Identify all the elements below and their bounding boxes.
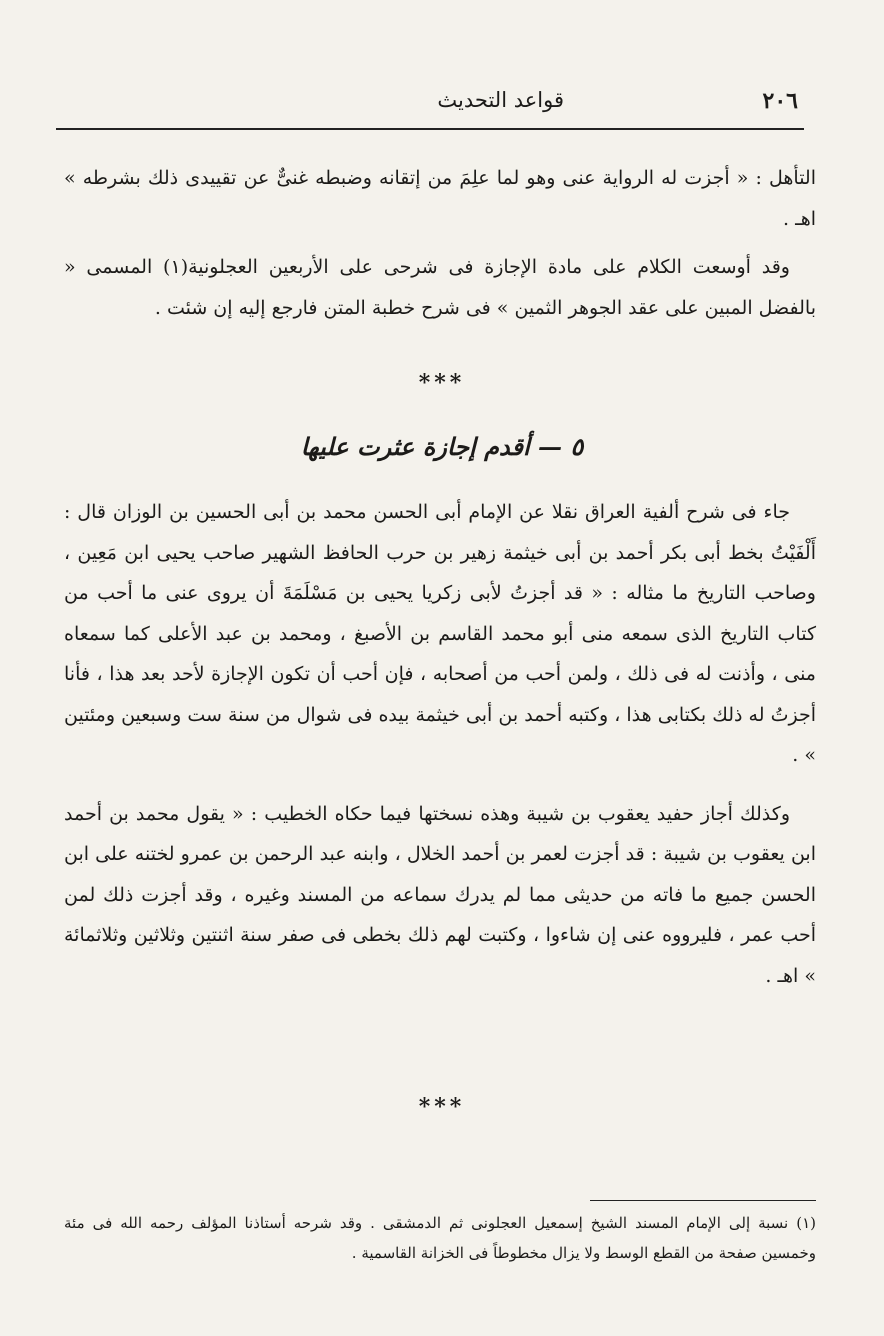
page-header	[56, 82, 804, 122]
paragraph-yaqub-ibn-shayba: وكذلك أجاز حفيد يعقوب بن شيبة وهذه نسختها فيما حكاه الخطيب : « يقول محمد بن أحمد ابن يعقوب بن شيبة : قد أجزت لعمر بن أحمد الخلال ، وابنه عبد الرحمن بن عمرو لختنه على ابن الحسن جميع ما فاته من حديثى مما لم يدرك سماعه من المسند وغيره ، وقد أجزت ذلك لمن أحب عمر ، فليرووه عنى إن شاءوا ، وكتبت لهم ذلك بخطى فى صفر سنة اثنتين وثلاثين وثلاثمائة » اهـ .	[64, 802, 816, 987]
footnote-rule	[590, 1200, 816, 1201]
paragraph-ibn-abi-khaythama: جاء فى شرح ألفية العراق نقلا عن الإمام أبى الحسن محمد بن أبى الحسين بن الوزان قال : أَلْفَيْتُ بخط أبى بكر أحمد بن أبى خيثمة زهير بن حرب الحافظ الشهير صاحب يحيى ابن مَعِين ، وصاحب التاريخ ما مثاله : « قد أجزتُ لأبى زكريا يحيى بن مَسْلَمَةَ أن يروى عنى ما أحب من كتاب التاريخ الذى سمعه منى أبو محمد القاسم بن الأصبغ ، ومحمد بن عبد الأعلى كما سمعاه منى ، وأذنت له فى ذلك ، ولمن أحب من أصحابه ، فإن أحب أن تكون الإجازة لأحد بعد هذا ، فأنا أجزتُ له ذلك بكتابى هذا ، وكتبه أحمد بن أبى خيثمة بيده فى شوال من سنة ست وسبعين ومئتين » .	[64, 501, 816, 766]
page-number: ٢٠٦	[762, 88, 798, 114]
section-separator: ***	[418, 370, 466, 396]
section-separator: ***	[418, 1094, 466, 1120]
top-text	[64, 158, 816, 328]
running-title: قواعد التحديث	[437, 88, 564, 112]
header-rule	[56, 128, 804, 130]
main-text	[64, 492, 816, 996]
paragraph-ijaza-note: وقد أوسعت الكلام على مادة الإجازة فى شرحى على الأربعين العجلونية(١) المسمى « بالفضل المبين على عقد الجوهر الثمين » فى شرح خطبة المتن فارجع إليه إن شئت .	[64, 256, 816, 319]
footnote-text: (١) نسبة إلى الإمام المسند الشيخ إسمعيل العجلونى ثم الدمشقى . وقد شرحه أستاذنا المؤلف رحمه الله فى مئة وخمسين صفحة من القطع الوسط ولا يزال مخطوطاً فى الخزانة القاسمية .	[64, 1214, 816, 1262]
paragraph-tahul: التأهل : « أجزت له الرواية عنى وهو لما علِمَ من إتقانه وضبطه غنىٌّ عن تقييدى ذلك بشرطه » اهـ .	[64, 167, 816, 230]
section-heading: ٥ — أقدم إجازة عثرت عليها	[300, 432, 584, 461]
footnote	[64, 1208, 816, 1268]
